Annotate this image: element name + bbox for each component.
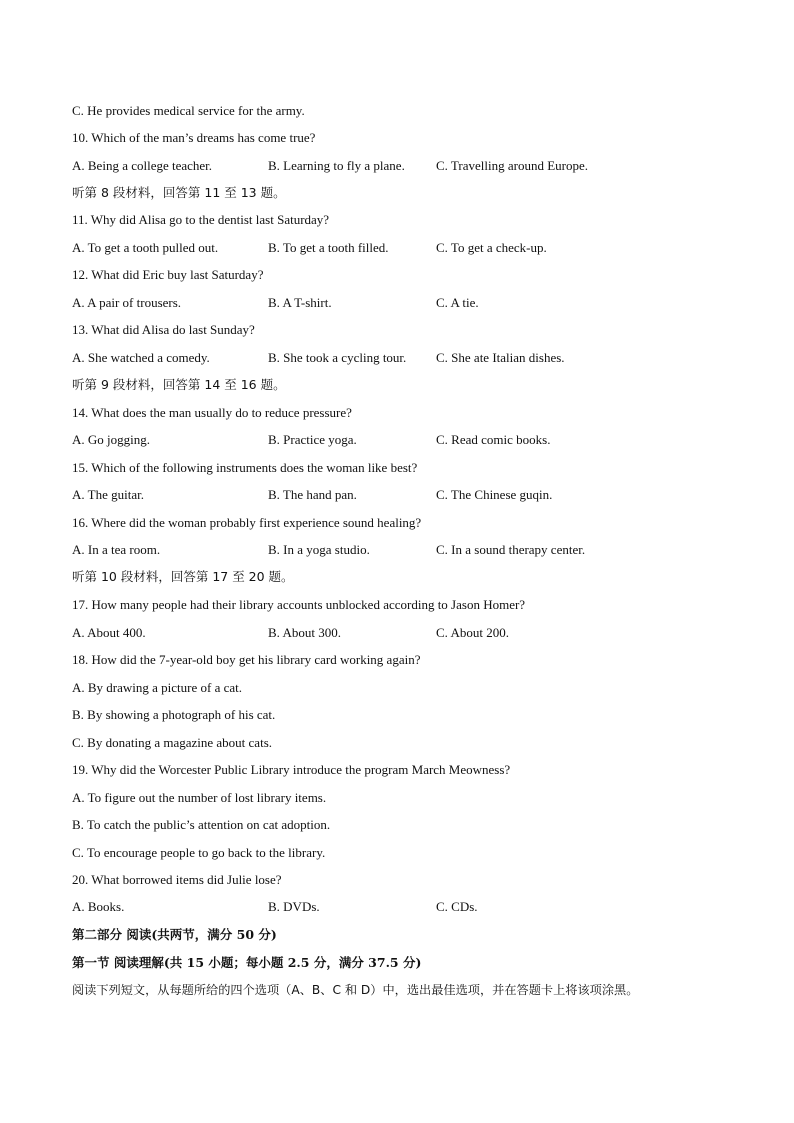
q10-option-b: B. Learning to fly a plane. [268, 158, 405, 173]
q17-option-b: B. About 300. [268, 625, 341, 640]
q16-option-a: A. In a tea room. [72, 542, 161, 557]
q13-option-b: B. She took a cycling tour. [268, 350, 407, 365]
question-16-options [72, 542, 732, 558]
q18-option-c: C. By donating a magazine about cats. [72, 735, 273, 750]
question-13: 13. What did Alisa do last Sunday? [72, 322, 255, 337]
question-17: 17. How many people had their library accounts unblocked according to Jason Homer? [72, 597, 526, 612]
question-17-options [72, 625, 732, 641]
q12-option-b: B. A T-shirt. [268, 295, 332, 310]
question-13-options [72, 350, 732, 366]
q13-option-a: A. She watched a comedy. [72, 350, 210, 365]
question-12: 12. What did Eric buy last Saturday? [72, 267, 264, 282]
q19-option-c: C. To encourage people to go back to the library. [72, 845, 326, 860]
reading-instruction: 阅读下列短文，从每题所给的四个选项（A、B、C 和 D）中，选出最佳选项，并在答题卡上将该项涂黑。 [72, 983, 639, 997]
q19-option-a: A. To figure out the number of lost library items. [72, 790, 327, 805]
q12-option-a: A. A pair of trousers. [72, 295, 182, 310]
question-16: 16. Where did the woman probably first experience sound healing? [72, 515, 422, 530]
q14-option-b: B. Practice yoga. [268, 432, 357, 447]
q10-option-a: A. Being a college teacher. [72, 158, 213, 173]
q15-option-b: B. The hand pan. [268, 487, 357, 502]
question-15: 15. Which of the following instruments does the woman like best? [72, 460, 418, 475]
q11-option-b: B. To get a tooth filled. [268, 240, 389, 255]
q9-option-c: C. He provides medical service for the army. [72, 103, 305, 118]
q13-option-c: C. She ate Italian dishes. [436, 350, 565, 365]
q14-option-a: A. Go jogging. [72, 432, 150, 447]
q10-option-c: C. Travelling around Europe. [436, 158, 589, 173]
q17-option-c: C. About 200. [436, 625, 509, 640]
q17-option-a: A. About 400. [72, 625, 146, 640]
part-2-section-1-heading: 第一节 阅读理解(共 15 小题；每小题 2.5 分，满分 37.5 分) [72, 955, 422, 970]
question-18: 18. How did the 7-year-old boy get his library card working again? [72, 652, 421, 667]
question-20: 20. What borrowed items did Julie lose? [72, 872, 282, 887]
question-15-options [72, 487, 732, 503]
question-11-options [72, 240, 732, 256]
question-14: 14. What does the man usually do to reduce pressure? [72, 405, 352, 420]
q12-option-c: C. A tie. [436, 295, 479, 310]
q14-option-c: C. Read comic books. [436, 432, 551, 447]
q18-option-a: A. By drawing a picture of a cat. [72, 680, 243, 695]
question-11: 11. Why did Alisa go to the dentist last Saturday? [72, 212, 330, 227]
q19-option-b: B. To catch the public’s attention on cat adoption. [72, 817, 331, 832]
question-10-options [72, 158, 732, 174]
q18-option-b: B. By showing a photograph of his cat. [72, 707, 276, 722]
part-2-heading: 第二部分 阅读(共两节，满分 50 分) [72, 927, 277, 942]
question-10: 10. Which of the man’s dreams has come true? [72, 130, 316, 145]
q15-option-c: C. The Chinese guqin. [436, 487, 553, 502]
q20-option-a: A. Books. [72, 899, 125, 914]
q15-option-a: A. The guitar. [72, 487, 144, 502]
q11-option-c: C. To get a check-up. [436, 240, 547, 255]
q16-option-b: B. In a yoga studio. [268, 542, 370, 557]
question-20-options [72, 899, 732, 915]
q20-option-b: B. DVDs. [268, 899, 320, 914]
question-19: 19. Why did the Worcester Public Library introduce the program March Meowness? [72, 762, 511, 777]
section-8-instruction: 听第 8 段材料，回答第 11 至 13 题。 [72, 185, 286, 200]
exam-page [72, 0, 732, 1123]
section-10-instruction: 听第 10 段材料，回答第 17 至 20 题。 [72, 569, 294, 584]
q11-option-a: A. To get a tooth pulled out. [72, 240, 219, 255]
question-12-options [72, 295, 732, 311]
question-14-options [72, 432, 732, 448]
q20-option-c: C. CDs. [436, 899, 478, 914]
section-9-instruction: 听第 9 段材料，回答第 14 至 16 题。 [72, 377, 286, 392]
q16-option-c: C. In a sound therapy center. [436, 542, 586, 557]
